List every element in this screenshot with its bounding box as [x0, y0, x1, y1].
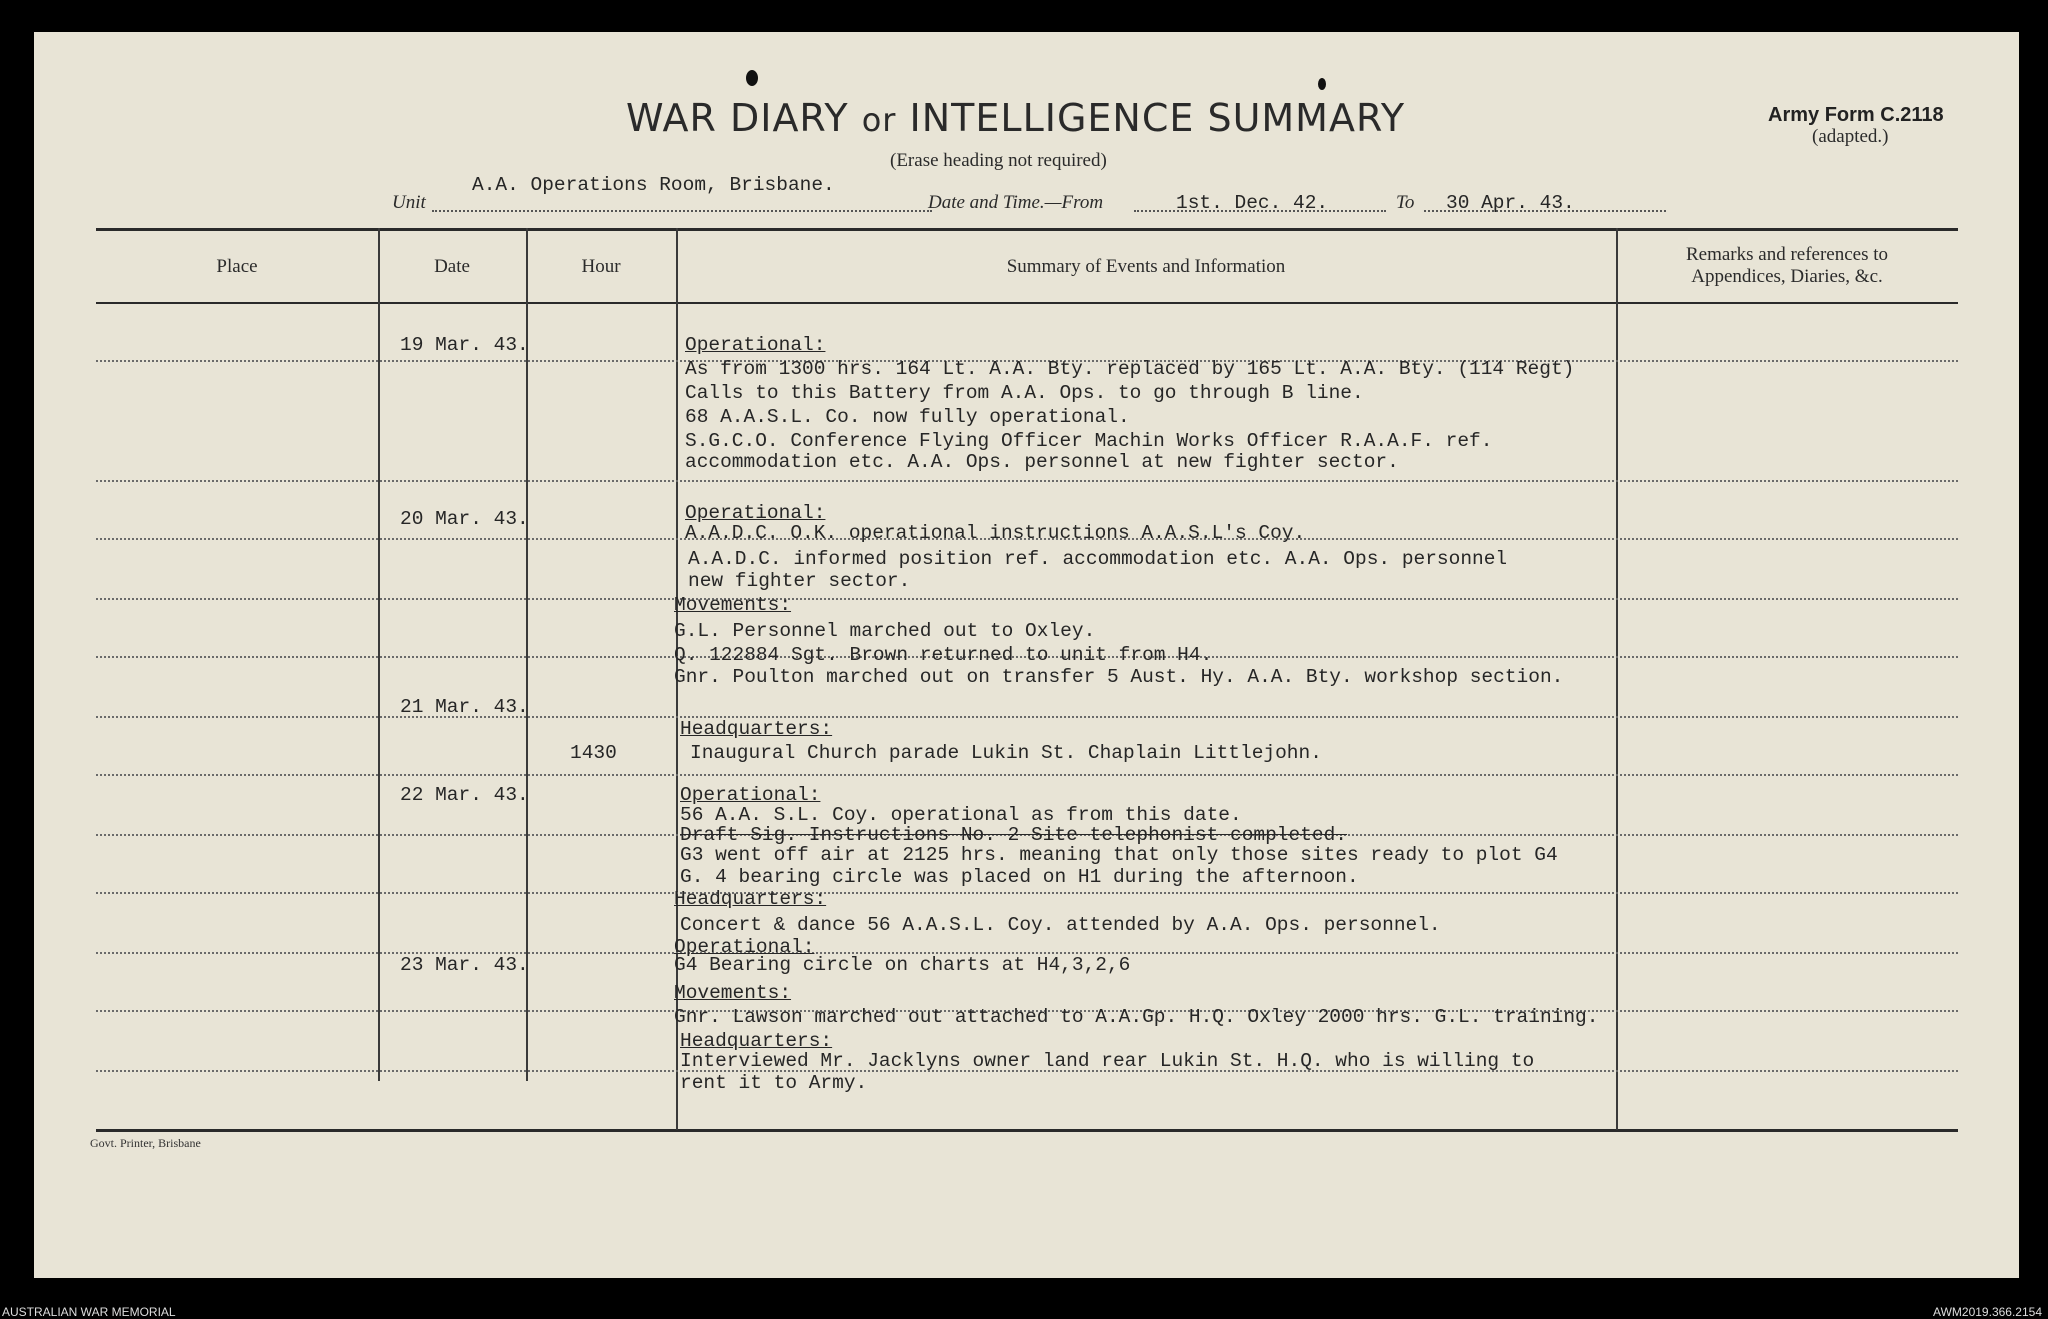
title-intelligence-summary: INTELLIGENCE SUMMARY [909, 96, 1406, 140]
entry-line: Gnr. Poulton marched out on transfer 5 Aust. Hy. A.A. Bty. workshop section. [674, 666, 1564, 688]
title-or: or [861, 101, 897, 139]
entry-heading: Operational: [685, 334, 826, 356]
ruled-line [96, 598, 1958, 600]
archive-label: AUSTRALIAN WAR MEMORIAL [2, 1305, 176, 1319]
entry-line: Interviewed Mr. Jacklyns owner land rear Lukin St. H.Q. who is willing to [680, 1050, 1535, 1072]
ruled-line [96, 774, 1958, 776]
entry-line: As from 1300 hrs. 164 Lt. A.A. Bty. replaced by 165 Lt. A.A. Bty. (114 Regt) [685, 358, 1575, 380]
entry-line: 68 A.A.S.L. Co. now fully operational. [685, 406, 1130, 428]
punch-hole [746, 70, 758, 86]
entry-line: G.L. Personnel marched out to Oxley. [674, 620, 1096, 642]
entry-heading: Operational: [685, 502, 826, 524]
col-divider-summary [1616, 228, 1618, 1130]
ruled-line [96, 480, 1958, 482]
form-title [626, 96, 1405, 140]
entry-heading: Operational: [680, 784, 821, 806]
date-from-label: Date and Time.—From [928, 192, 1104, 213]
header-place: Place [216, 256, 258, 277]
entry-line: S.G.C.O. Conference Flying Officer Machin Works Officer R.A.A.F. ref. [685, 430, 1493, 452]
printer-imprint: Govt. Printer, Brisbane [90, 1136, 201, 1150]
ruled-line [96, 892, 1958, 894]
archive-reference: AWM2019.366.2154 [1933, 1305, 2042, 1319]
entry-line: G. 4 bearing circle was placed on H1 during the afternoon. [680, 866, 1359, 888]
entry-line: new fighter sector. [688, 570, 911, 592]
hour-cell: 1430 [570, 742, 617, 764]
war-diary-page [34, 32, 2019, 1278]
entry-line: Q. 122884 Sgt. Brown returned to unit from H4. [674, 644, 1213, 666]
table-bottom-rule [96, 1129, 1958, 1132]
entry-line: accommodation etc. A.A. Ops. personnel at new fighter sector. [685, 451, 1399, 473]
entry-heading: Headquarters: [674, 888, 827, 910]
entry-line: G3 went off air at 2125 hrs. meaning that only those sites ready to plot G4 [680, 844, 1558, 866]
unit-label: Unit [392, 192, 426, 213]
header-bottom-rule [96, 302, 1958, 304]
date-to-value: 30 Apr. 43. [1446, 192, 1575, 214]
entry-line: A.A.D.C. informed position ref. accommodation etc. A.A. Ops. personnel [688, 548, 1508, 570]
date-cell: 21 Mar. 43. [400, 696, 529, 718]
entry-line: rent it to Army. [680, 1072, 868, 1094]
header-date: Date [434, 256, 470, 277]
entry-line: G4 Bearing circle on charts at H4,3,2,6 [674, 954, 1131, 976]
form-subtitle: (Erase heading not required) [890, 150, 1107, 171]
date-cell: 19 Mar. 43. [400, 334, 529, 356]
date-from-value: 1st. Dec. 42. [1176, 192, 1329, 214]
table-top-rule [96, 228, 1958, 231]
entry-line-struck: Draft Sig. Instructions No. 2 Site telephonist completed. [680, 824, 1348, 846]
unit-value: A.A. Operations Room, Brisbane. [472, 174, 835, 196]
title-war-diary: WAR DIARY [626, 96, 849, 140]
entry-line: Gnr. Lawson marched out attached to A.A.Gp. H.Q. Oxley 2000 hrs. G.L. training. [674, 1006, 1599, 1028]
date-cell: 20 Mar. 43. [400, 508, 529, 530]
entry-heading: Movements: [674, 982, 792, 1004]
form-number: Army Form C.2118 [1768, 104, 1944, 126]
header-remarks-line-2: Appendices, Diaries, &c. [1691, 266, 1883, 287]
entry-line: Calls to this Battery from A.A. Ops. to go through B line. [685, 382, 1364, 404]
header-remarks-line-1: Remarks and references to [1685, 244, 1889, 265]
form-adapted: (adapted.) [1812, 126, 1889, 147]
header-summary: Summary of Events and Information [1006, 256, 1286, 277]
entry-heading: Headquarters: [680, 1030, 833, 1052]
entry-line: 56 A.A. S.L. Coy. operational as from this date. [680, 804, 1242, 826]
punch-hole [1318, 78, 1326, 90]
entry-heading: Movements: [674, 594, 792, 616]
entry-line: A.A.D.C. O.K. operational instructions A.A.S.L's Coy. [685, 522, 1306, 544]
entry-heading: Operational: [674, 936, 815, 958]
entry-line: Inaugural Church parade Lukin St. Chaplain Littlejohn. [690, 742, 1322, 764]
unit-line [432, 210, 932, 212]
date-cell: 22 Mar. 43. [400, 784, 529, 806]
ruled-line [96, 716, 1958, 718]
date-to-label: To [1396, 192, 1415, 213]
entry-line: Concert & dance 56 A.A.S.L. Coy. attended by A.A. Ops. personnel. [680, 914, 1441, 936]
date-cell: 23 Mar. 43. [400, 954, 529, 976]
entry-heading: Headquarters: [680, 718, 833, 740]
header-hour: Hour [581, 256, 621, 277]
